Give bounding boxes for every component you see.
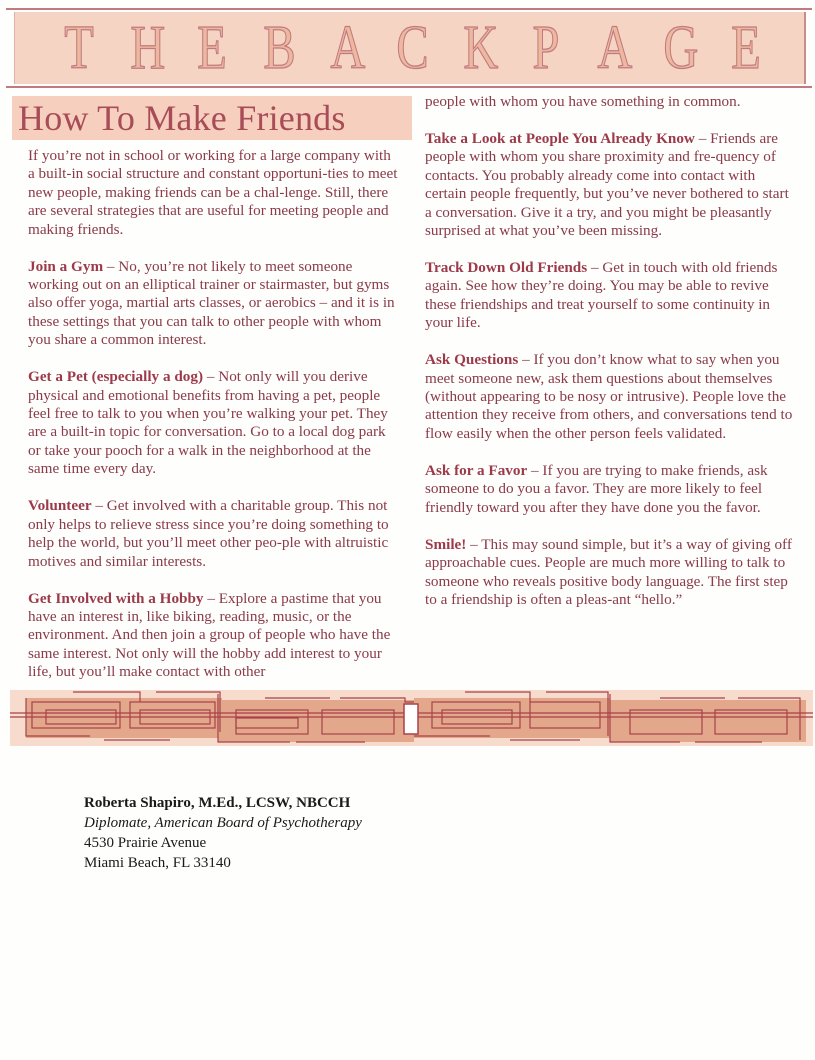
divider-center-block (404, 704, 418, 734)
banner-letter: G (663, 14, 699, 82)
tip-text: – No, you’re not likely to meet someone working out on an elliptical trainer or stairmaster, but gyms also offer yoga, martial arts classes, or aerobics – and it is in these settings that you can talk to other people with whom you share a common interest. (28, 257, 395, 349)
tip-heading: Ask for a Favor (425, 461, 528, 479)
banner-letter: A (596, 14, 632, 82)
tip-text: – This may sound simple, but it’s a way of giving off approachable cues. People are much more willing to talk to someone who reveals positive body language. The first step to a friendship is often a pleas-ant “hello.” (425, 535, 792, 608)
tip-heading: Get a Pet (especially a dog) (28, 368, 204, 386)
banner-letter: E (197, 14, 228, 82)
tip-heading: Get Involved with a Hobby (28, 589, 204, 607)
tip-heading: Ask Questions (425, 351, 519, 369)
tip-paragraph (425, 351, 797, 443)
tip-heading: Take a Look at People You Already Know (425, 130, 695, 147)
tip-heading: Join a Gym (28, 257, 104, 275)
tip-heading: Track Down Old Friends (425, 259, 588, 277)
address-line-1: 4530 Prairie Avenue (84, 835, 207, 851)
tip-heading: Volunteer (28, 497, 92, 515)
banner-letter: H (130, 14, 166, 82)
tip-text: – Explore a pastime that you have an interest in, like biking, reading, music, or the environment. And then join a group of people who have the same interest. Not only will the hobby add interest to your life, but you’ll make contact with other (28, 589, 391, 681)
tip-paragraph (28, 258, 398, 350)
tip-paragraph (425, 462, 797, 517)
tip-paragraph (28, 368, 398, 478)
tip-paragraph (28, 590, 398, 682)
continued-paragraph: people with whom you have something in common. (425, 93, 741, 110)
address-line-2: Miami Beach, FL 33140 (84, 855, 231, 871)
tip-text: – Friends are people with whom you share proximity and fre-quency of contacts. You probably already come into contact with certain people frequently, but you’ve never bothered to start a conversation. Give it a try, and you might be pleasantly surprised at what you’ve been missing. (425, 130, 789, 240)
banner-letter: P (532, 14, 560, 82)
tip-text: – Get involved with a charitable group. This not only helps to relieve stress since you’re doing something to help the world, but you’ll meet other peo-ple with altruistic motives and similar interests. (28, 497, 389, 570)
banner-bottom-rule (6, 86, 812, 88)
tip-text: – Not only will you derive physical and emotional benefits from having a pet, people feel free to talk to you when you’re walking your pet. They are a built-in topic for conversation. Go to a local dog park or take your pooch for a walk in the neighborhood at the same time every day. (28, 368, 388, 478)
author-name: Roberta Shapiro, M.Ed., LCSW, NBCCH (84, 795, 351, 811)
author-credential: Diplomate, American Board of Psychotherapy (84, 815, 362, 831)
banner-letter: C (396, 14, 430, 82)
banner-letter: K (463, 14, 499, 82)
tip-text: – Get in touch with old friends again. See how they’re doing. You may be able to revive these friendships and treat yourself to some continuity in your life. (425, 259, 778, 332)
tip-paragraph (425, 536, 797, 610)
tip-paragraph (28, 497, 398, 571)
banner-top-rule (6, 8, 812, 10)
tip-text: – If you don’t know what to say when you meet someone new, ask them questions about themselves (without appearing to be nosy or intrusive). People love the attention they receive from others, and conversations tend to flow easily when the other person feels validated. (425, 351, 793, 442)
banner-letter: B (263, 14, 296, 82)
tip-paragraph (425, 130, 797, 240)
masthead-banner (6, 8, 812, 88)
article-title: How To Make Friends (18, 98, 346, 138)
banner-letter: A (330, 14, 366, 82)
decorative-divider (10, 690, 813, 746)
signature-block (84, 793, 362, 873)
left-column (28, 147, 398, 700)
tip-text: – If you are trying to make friends, ask someone to do you a favor. They are more likely to feel friendly toward you after they have done you the favor. (425, 461, 768, 516)
tip-paragraph (425, 259, 797, 333)
banner-letter: T (64, 14, 94, 82)
banner-panel (14, 12, 806, 84)
banner-letter: E (731, 14, 761, 82)
tip-heading: Smile! (425, 535, 467, 553)
right-column (425, 93, 797, 628)
intro-paragraph: If you’re not in school or working for a large company with a built-in social structure and constant opportuni-ties to meet new people, making friends can be a chal-lenge. Still, there are several strategies that are useful for meeting people and making friends. (28, 147, 398, 238)
